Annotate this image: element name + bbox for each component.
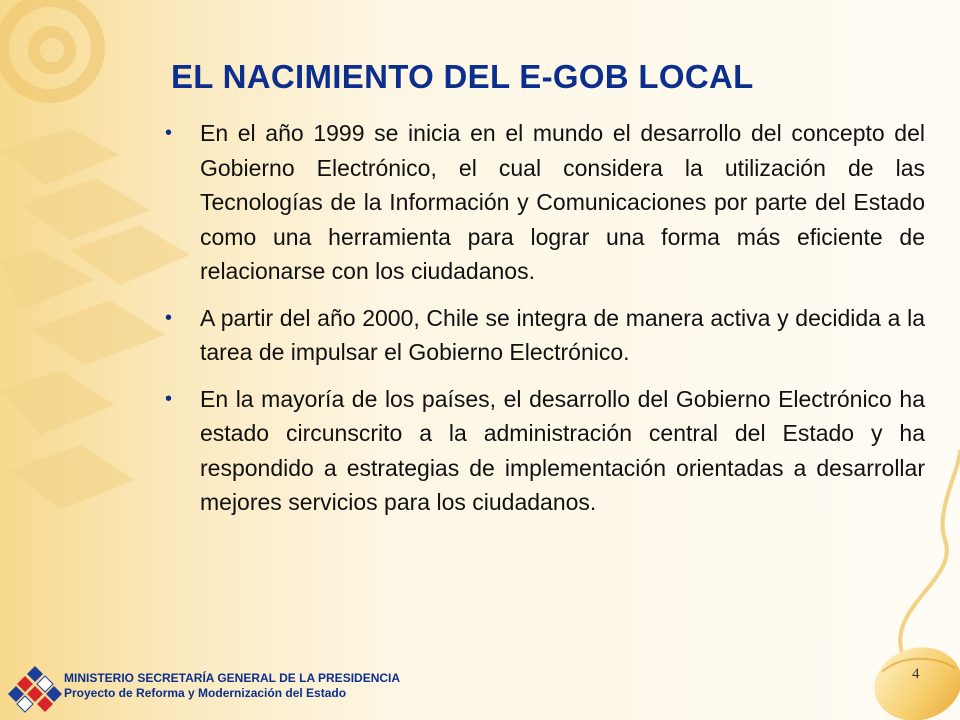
bullet-text: En el año 1999 se inicia en el mundo el desarrollo del concepto del Gobierno Electrónico, el cual considera la utilización de las Tecnologías de la Información y Comunicaciones por parte del Estado como una herramienta para lograr una forma más eficiente de relacionarse con los ciudadanos. [200,120,925,284]
bullet-dot-icon: • [165,306,173,329]
page-number: 4 [912,666,920,682]
bullet-text: A partir del año 2000, Chile se integra de manera activa y decidida a la tarea de impulsar el Gobierno Electrónico. [200,304,925,365]
ministry-name: MINISTERIO SECRETARÍA GENERAL DE LA PRESIDENCIA [64,671,401,685]
bullet-item [160,116,925,289]
slide-title: EL NACIMIENTO DEL E-GOB LOCAL [171,58,754,95]
project-name: Proyecto de Reforma y Modernización del Estado [64,686,347,700]
footer [64,671,400,701]
ministry-logo [8,664,62,716]
bullet-list [160,116,925,532]
bullet-item [160,382,925,520]
bullet-dot-icon: • [165,122,173,144]
bullet-text: En la mayoría de los países, el desarrollo del Gobierno Electrónico ha estado circunscrito a la administración central del Estado y ha respondido a estrategias de implementación orientadas a desarrollar mejores servicios para los ciudadanos. [200,385,925,515]
bullet-dot-icon: • [165,387,173,410]
bullet-item [160,301,925,370]
